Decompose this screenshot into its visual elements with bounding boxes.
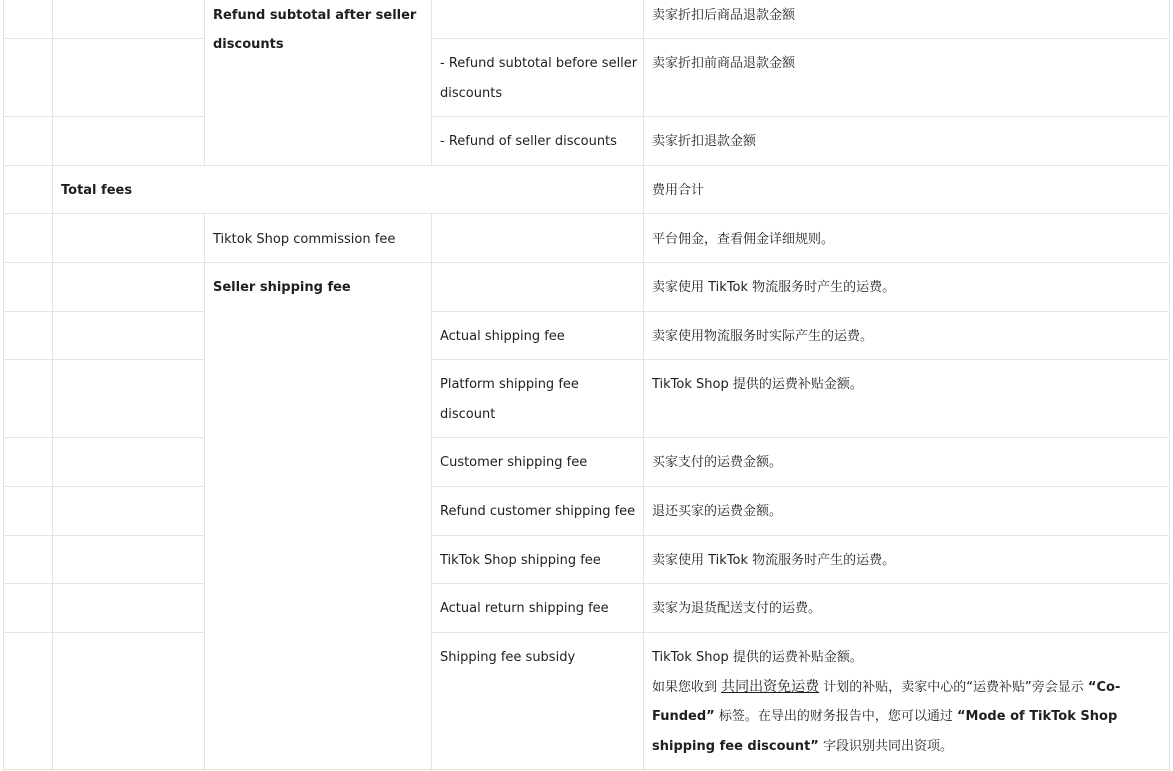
- refund-before-desc: 卖家折扣前商品退款金额: [652, 56, 796, 71]
- column-divider: [204, 214, 205, 771]
- actual-return-label: Actual return shipping fee: [440, 601, 609, 616]
- row-divider: [431, 437, 1170, 438]
- subsidy-desc-line2: [652, 672, 1120, 703]
- actual-shipping-desc: 卖家使用物流服务时实际产生的运费。: [652, 329, 874, 344]
- row-divider: [431, 583, 1170, 584]
- row-divider: [3, 632, 204, 633]
- row-divider: [3, 262, 1170, 263]
- row-divider: [3, 769, 1170, 770]
- platform-discount-label-line2: discount: [440, 407, 496, 422]
- column-divider: [431, 0, 432, 166]
- row-divider: [431, 632, 1170, 633]
- subsidy-desc-line3: [652, 702, 1117, 732]
- column-divider: [431, 214, 432, 771]
- refund-customer-shipping-label: Refund customer shipping fee: [440, 504, 636, 519]
- refund-discounts-label: - Refund of seller discounts: [440, 134, 617, 149]
- row-divider: [3, 213, 1170, 214]
- seller-shipping-label: Seller shipping fee: [213, 280, 351, 295]
- actual-shipping-label: Actual shipping fee: [440, 329, 565, 344]
- refund-customer-shipping-desc: 退还买家的运费金额。: [652, 504, 783, 519]
- row-divider: [431, 535, 1170, 536]
- refund-before-label-line2: discounts: [440, 86, 503, 101]
- tts-shipping-label: TikTok Shop shipping fee: [440, 553, 601, 568]
- refund-discounts-desc: 卖家折扣退款金额: [652, 134, 757, 149]
- row-divider: [431, 311, 1170, 312]
- subsidy-l4-rest: 字段识别共同出资项。: [822, 739, 953, 754]
- row-divider: [3, 116, 204, 117]
- row-divider: [3, 486, 204, 487]
- row-divider: [3, 535, 204, 536]
- subsidy-l2-prefix: 如果您收到: [652, 680, 718, 695]
- row-divider: [3, 38, 204, 39]
- row-divider: [3, 437, 204, 438]
- row-divider: [431, 486, 1170, 487]
- commission-label: Tiktok Shop commission fee: [213, 232, 396, 247]
- total-fees-label: Total fees: [61, 183, 133, 198]
- refund-after-label-line1: Refund subtotal after seller: [213, 8, 417, 23]
- row-divider: [431, 38, 1170, 39]
- subsidy-l4-bold: shipping fee discount”: [652, 739, 819, 754]
- subsidy-label: Shipping fee subsidy: [440, 650, 576, 665]
- row-divider: [431, 359, 1170, 360]
- subsidy-l2-mid: 计划的补贴，卖家中心的“运费补贴”旁会显示: [823, 680, 1084, 695]
- co-funded-program-link[interactable]: 共同出资免运费: [721, 679, 820, 695]
- subsidy-desc-line1: TikTok Shop 提供的运费补贴金额。: [652, 650, 863, 665]
- platform-discount-desc: TikTok Shop 提供的运费补贴金额。: [652, 377, 863, 392]
- subsidy-desc-line4: [652, 732, 953, 762]
- commission-desc: 平台佣金，查看佣金详细规则。: [652, 232, 835, 247]
- row-divider: [3, 311, 204, 312]
- tts-shipping-desc: 卖家使用 TikTok 物流服务时产生的运费。: [652, 553, 896, 568]
- refund-before-label-line1: - Refund subtotal before seller: [440, 56, 638, 71]
- actual-return-desc: 卖家为退货配送支付的运费。: [652, 601, 822, 616]
- column-divider: [204, 0, 205, 166]
- refund-after-desc: 卖家折扣后商品退款金额: [652, 8, 796, 23]
- total-fees-desc: 费用合计: [652, 183, 705, 198]
- row-divider: [3, 583, 204, 584]
- subsidy-l3-bold2: “Mode of TikTok Shop: [957, 709, 1118, 724]
- row-divider: [3, 165, 1170, 166]
- seller-shipping-desc: 卖家使用 TikTok 物流服务时产生的运费。: [652, 280, 896, 295]
- subsidy-l3-rest: 标签。在导出的财务报告中，您可以通过: [718, 709, 953, 724]
- customer-shipping-label: Customer shipping fee: [440, 455, 588, 470]
- refund-after-label-line2: discounts: [213, 37, 284, 52]
- subsidy-l3-bold: Funded”: [652, 709, 715, 724]
- platform-discount-label-line1: Platform shipping fee: [440, 377, 579, 392]
- customer-shipping-desc: 买家支付的运费金额。: [652, 455, 783, 470]
- subsidy-l2-bold: “Co-: [1087, 680, 1121, 695]
- row-divider: [3, 359, 204, 360]
- row-divider: [431, 116, 1170, 117]
